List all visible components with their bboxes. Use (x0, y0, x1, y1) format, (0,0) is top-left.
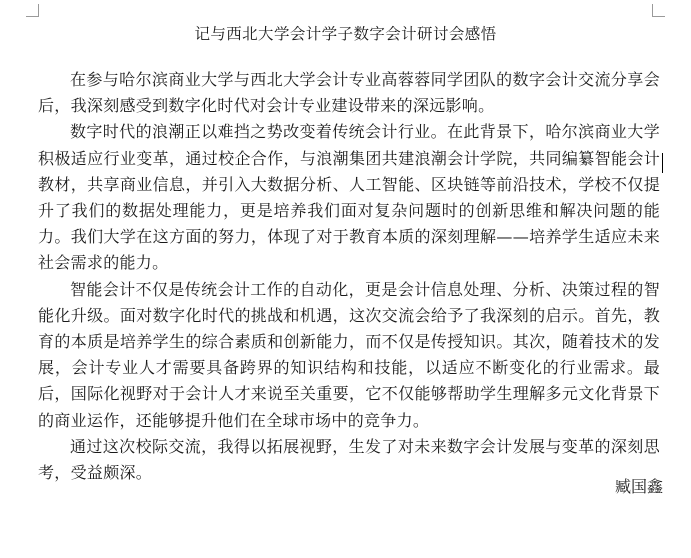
author-signature: 臧国鑫 (614, 477, 663, 496)
paragraph-3: 智能会计不仅是传统会计工作的自动化，更是会计信息处理、分析、决策过程的智能化升级。面对数字化时代的挑战和机遇，这次交流会给予了我深刻的启示。首先，教育的本质是培养学生的综合素质和创新能力，而不仅是传授知识。其次，随着技术的发展，会计专业人才需要具备跨界的知识结构和技能，以适应不断变化的行业需求。最后，国际化视野对于会计人才来说至关重要，它不仅能够帮助学生理解多元文化背景下的商业运作，还能够提升他们在全球市场中的竞争力。 (38, 279, 660, 430)
margin-corner-mark-left (26, 4, 39, 17)
text-cursor (662, 153, 663, 173)
document-body[interactable] (38, 67, 660, 486)
margin-corner-mark-right (652, 4, 665, 17)
document-title: 记与西北大学会计学子数字会计研讨会感悟 (194, 25, 497, 43)
paragraph-2: 数字时代的浪潮正以难挡之势改变着传统会计行业。在此背景下，哈尔滨商业大学积极适应行业变革，通过校企合作，与浪潮集团共建浪潮会计学院，共同编纂智能会计教材，共享商业信息，并引入大数据分析、人工智能、区块链等前沿技术，学校不仅提升了我们的数据处理能力，更是培养我们面对复杂问题时的创新思维和解决问题的能力。我们大学在这方面的努力，体现了对于教育本质的深刻理解——培养学生适应未来社会需求的能力。 (38, 122, 660, 273)
paragraph-1: 在参与哈尔滨商业大学与西北大学会计专业高蓉蓉同学团队的数字会计交流分享会后，我深刻感受到数字化时代对会计专业建设带来的深远影响。 (38, 70, 660, 116)
paragraph-4: 通过这次校际交流，我得以拓展视野，生发了对未来数字会计发展与变革的深刻思考，受益颇深。 (38, 436, 660, 483)
